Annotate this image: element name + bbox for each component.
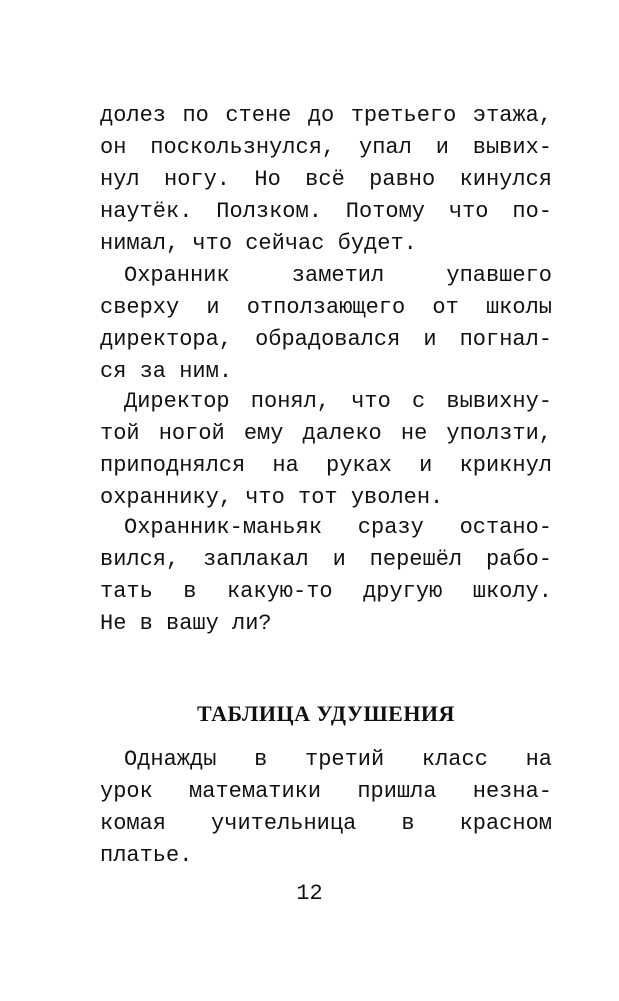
text-line: долез по стене до третьего этажа, — [100, 103, 552, 128]
text-line: нул ногу. Но всё равно кинулся — [100, 167, 552, 192]
text-line: Однажды в третий класс на — [124, 747, 552, 772]
text-line: приподнялся на руках и крикнул — [100, 453, 552, 478]
text-line: директора, обрадовался и погнал- — [100, 327, 552, 352]
text-line: сверху и отползающего от школы — [100, 295, 552, 320]
text-line: он поскользнулся, упал и вывих- — [100, 135, 552, 160]
text-line: ся за ним. — [100, 359, 233, 384]
text-line: урок математики пришла незна- — [100, 779, 552, 804]
text-line: Не в вашу ли? — [100, 611, 272, 636]
text-line: охраннику, что тот уволен. — [100, 485, 444, 510]
text-line: платье. — [100, 843, 193, 868]
text-line: Директор понял, что с вывихну- — [124, 389, 552, 414]
section-heading: ТАБЛИЦА УДУШЕНИЯ — [197, 701, 455, 726]
text-line: тать в какую-то другую школу. — [100, 579, 552, 604]
text-line: комая учительница в красном — [100, 811, 552, 836]
text-line: Охранник заметил упавшего — [124, 263, 552, 288]
text-line: Охранник-маньяк сразу остано- — [124, 515, 552, 540]
text-line: вился, заплакал и перешёл рабо- — [100, 547, 552, 572]
text-line: нимал, что сейчас будет. — [100, 231, 417, 256]
page-number: 12 — [296, 881, 323, 906]
text-line: наутёк. Ползком. Потому что по- — [100, 199, 552, 224]
text-line: той ногой ему далеко не уползти, — [100, 421, 552, 446]
